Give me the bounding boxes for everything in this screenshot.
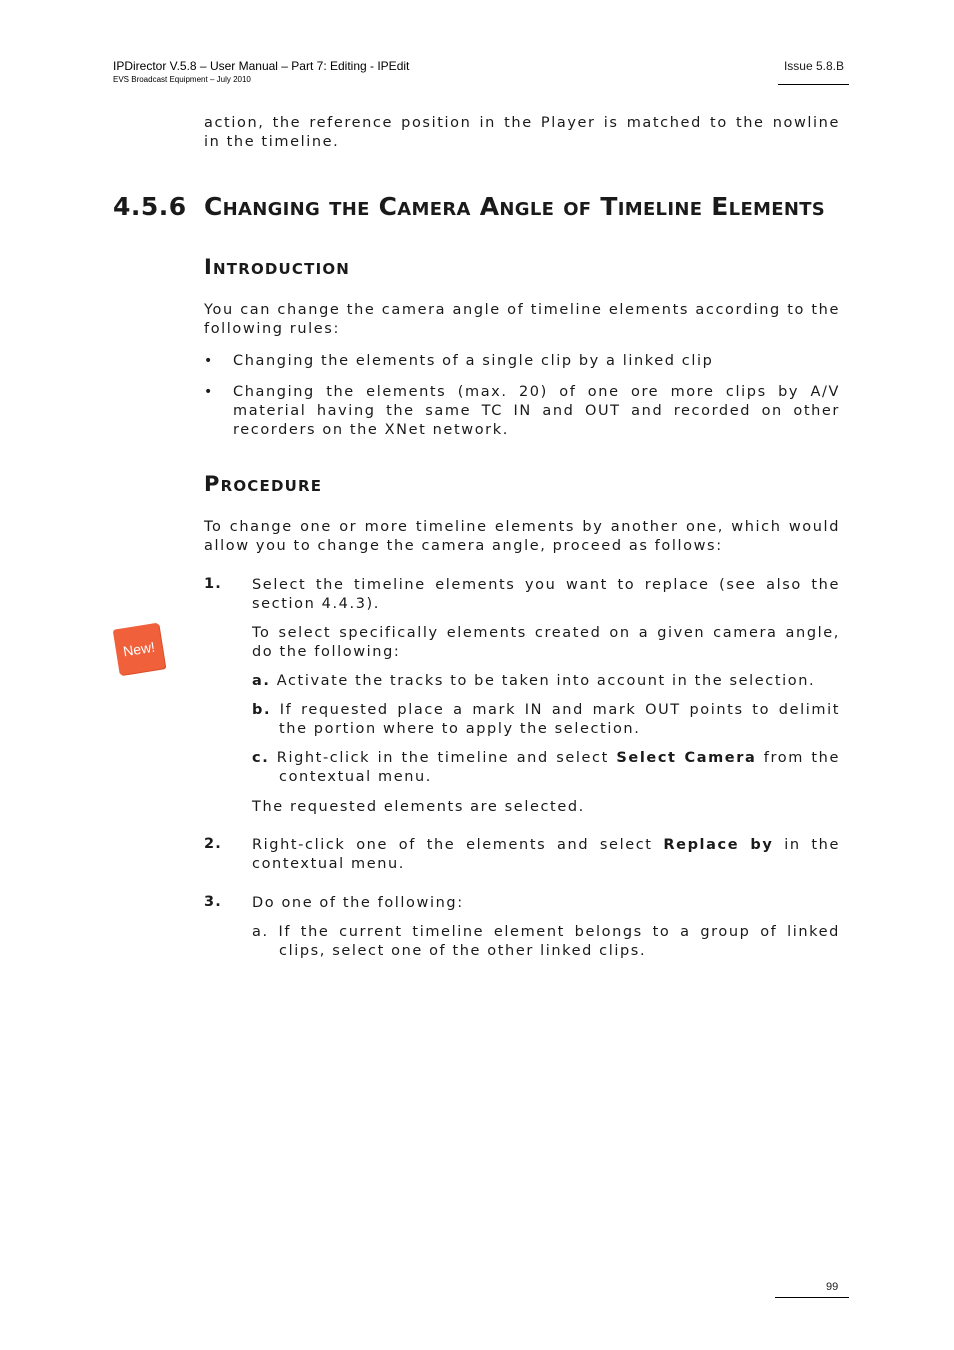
substep-label: c.: [252, 750, 270, 766]
substep: [252, 749, 840, 787]
step-text-pre: Right-click one of the elements and select: [252, 837, 664, 853]
introduction-heading: Introduction: [204, 255, 351, 279]
step-number: 2.: [204, 836, 222, 852]
section-title: Changing the Camera Angle of Timeline Elements: [204, 192, 826, 221]
substep-text-pre: Right-click in the timeline and select: [276, 750, 617, 766]
new-badge-icon: [113, 623, 166, 676]
procedure-heading: Procedure: [204, 472, 323, 496]
substep-text: If requested place a mark IN and mark OUT points to delimit the portion where to apply the selection.: [279, 702, 840, 737]
list-item: [204, 352, 840, 371]
step-note: To select specifically elements created on a given camera angle, do the following:: [252, 625, 840, 660]
running-header: [113, 58, 409, 85]
header-rule: [778, 84, 849, 85]
substep: [252, 672, 840, 691]
step-number: 3.: [204, 894, 222, 910]
introduction-paragraph: You can change the camera angle of timeline elements according to the following rules:: [204, 302, 840, 337]
step-text: Select the timeline elements you want to replace (see also the section 4.4.3).: [252, 577, 840, 612]
substep: [252, 923, 840, 961]
menu-command: Select Camera: [616, 750, 757, 766]
step-number: 1.: [204, 576, 222, 592]
section-number: 4.5.6: [113, 192, 187, 221]
menu-command: Replace by: [663, 837, 774, 853]
substep-label: b.: [252, 702, 272, 718]
step-result: The requested elements are selected.: [252, 799, 585, 815]
list-item: [204, 383, 840, 440]
new-badge-label: New!: [121, 638, 157, 660]
procedure-paragraph: To change one or more timeline elements by another one, which would allow you to change the camera angle, proceed as follows:: [204, 519, 840, 554]
footer-rule: [775, 1297, 849, 1298]
substep-text-post: from the contextual menu.: [279, 750, 840, 785]
substep: [252, 701, 840, 739]
substep-label: a.: [252, 924, 269, 940]
step-text-post: in the contextual menu.: [252, 837, 840, 872]
continuation-paragraph: action, the reference position in the Player is matched to the nowline in the timeline.: [204, 115, 840, 150]
step-text: Do one of the following:: [252, 895, 464, 911]
substep-text: Activate the tracks to be taken into account in the selection.: [276, 673, 816, 689]
list-item-text: Changing the elements of a single clip by a linked clip: [233, 353, 714, 369]
page-number: 99: [826, 1281, 839, 1293]
substep-text: If the current timeline element belongs to a group of linked clips, select one of the other linked clips.: [278, 924, 840, 959]
list-item-text: Changing the elements (max. 20) of one ore more clips by A/V material having the same TC IN and OUT and recorded on other recorders on the XNet network.: [233, 384, 840, 438]
step-text: [252, 836, 840, 874]
substep-label: a.: [252, 673, 271, 689]
document-title: IPDirector V.5.8 – User Manual – Part 7: Editing - IPEdit: [113, 59, 410, 73]
bullet-icon: •: [204, 384, 214, 400]
bullet-icon: •: [204, 353, 214, 369]
issue-label: Issue 5.8.B: [783, 59, 844, 73]
document-subtitle: EVS Broadcast Equipment – July 2010: [113, 75, 251, 84]
